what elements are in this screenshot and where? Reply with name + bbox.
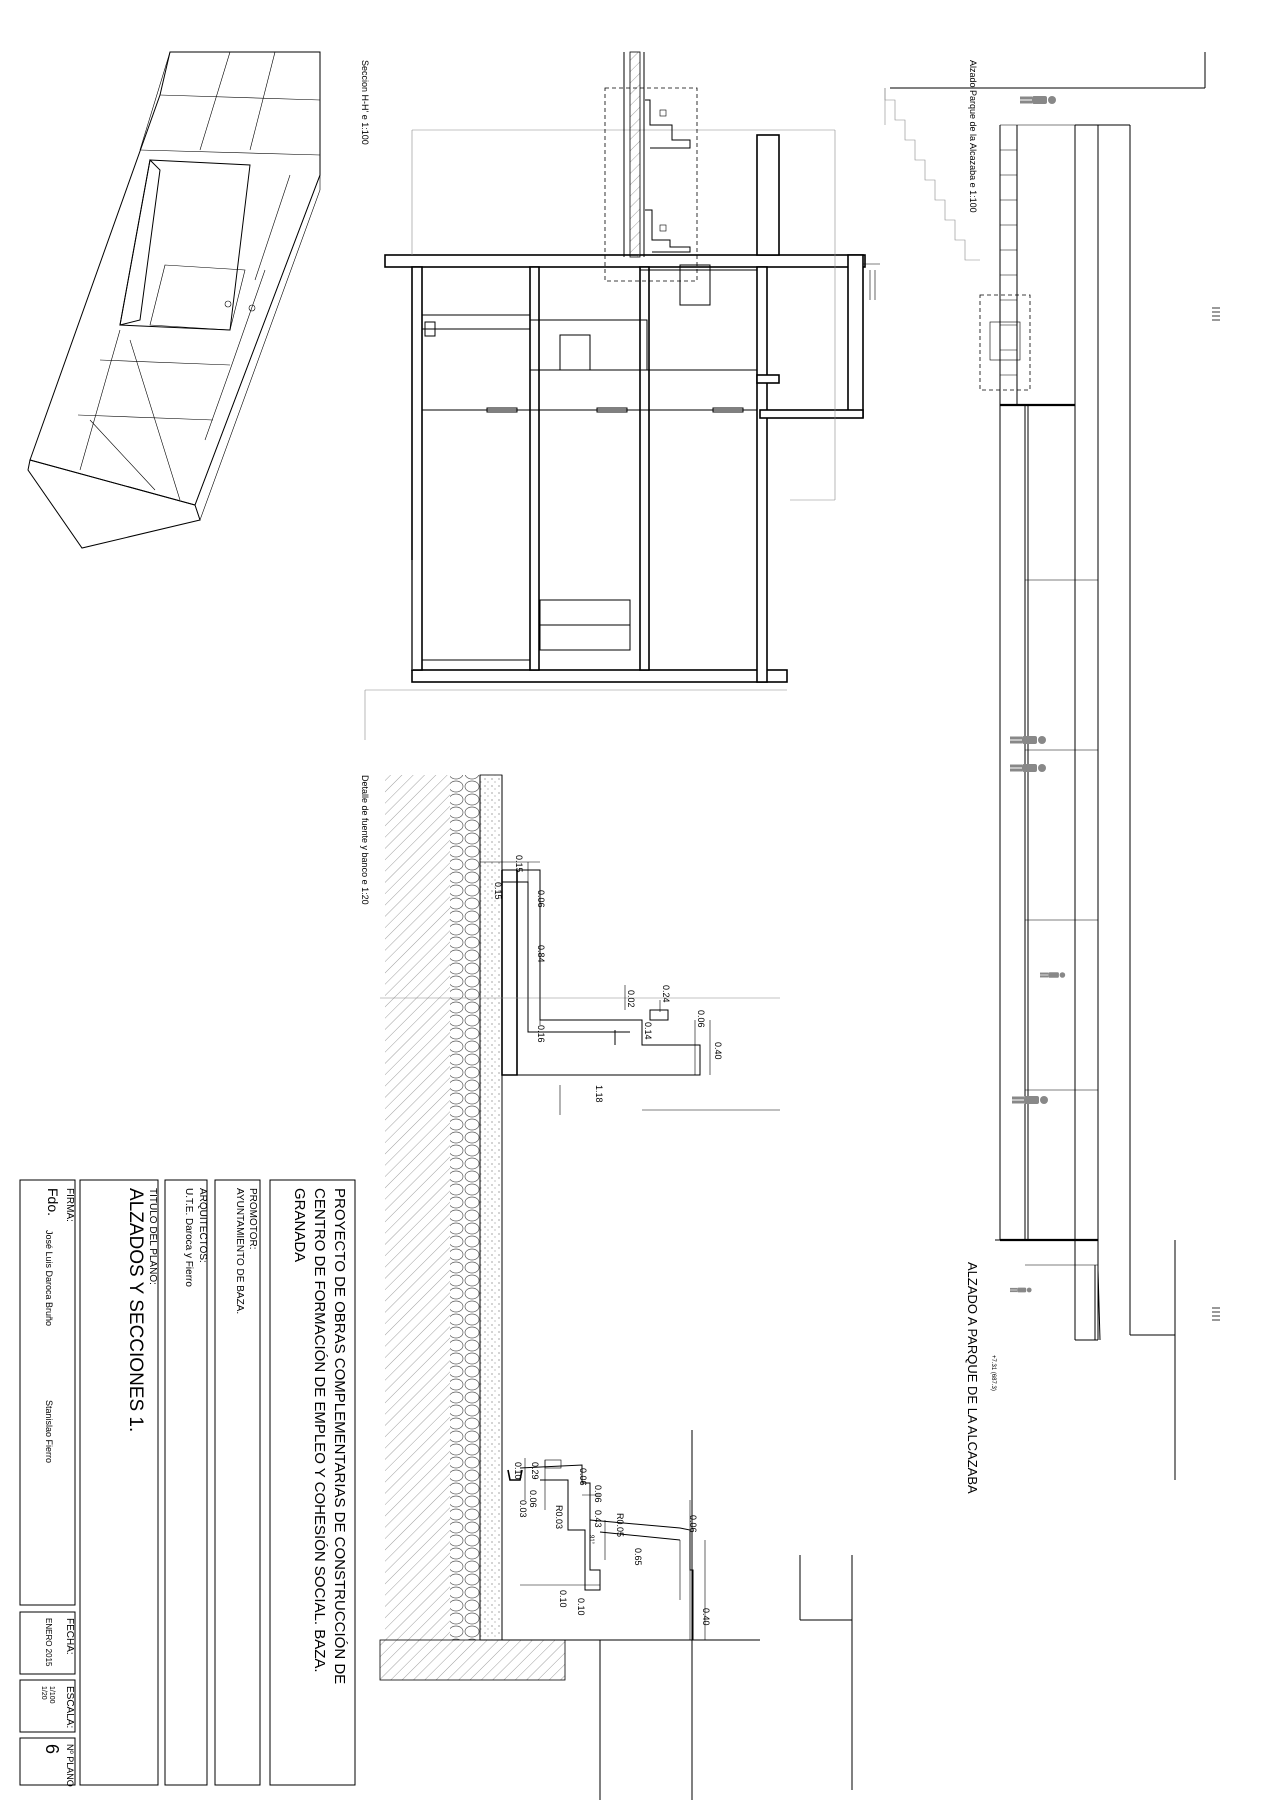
section-label: Seccion H-H' e 1:100	[360, 60, 370, 145]
section-roof-slab	[385, 255, 865, 267]
fountain-callout-box	[980, 295, 1030, 390]
firmante-2: Stanislao Fierro	[44, 1400, 54, 1464]
arquitectos-label: ARQUITECTOS:	[197, 1188, 208, 1263]
dim-label: 0.06	[593, 1485, 603, 1503]
dim-label: 0.29	[530, 1462, 540, 1480]
title-block	[0, 0, 355, 1787]
fecha-label: FECHA:	[64, 1618, 75, 1655]
project-title-line-3: GRANADA	[291, 1188, 308, 1263]
section-h-h	[360, 52, 880, 740]
dim-label: 0.14	[643, 1022, 653, 1040]
fecha-value: ENERO 2015	[44, 1618, 53, 1667]
elevation-view	[885, 52, 1220, 1494]
dim-label: 1.18	[594, 1085, 604, 1103]
dim-label: 0.03	[518, 1500, 528, 1518]
person-figures	[1010, 96, 1065, 1292]
arquitectos-value: U.T.E. Daroca y Fierro	[183, 1188, 194, 1287]
section-floor-slab	[412, 670, 787, 682]
dim-label: 0.65	[633, 1548, 643, 1566]
fountain-dimension-labels	[513, 1462, 711, 1626]
isometric-view	[28, 52, 320, 548]
dim-label: 0.10	[513, 1462, 523, 1480]
dim-label: R0.03	[554, 1505, 564, 1530]
dim-label: 0.84	[536, 945, 546, 963]
titulo-value: ALZADOS Y SECCIONES 1.	[125, 1188, 146, 1433]
gravel-layer	[450, 775, 480, 1640]
dim-label: 0.06	[696, 1010, 706, 1028]
dim-label: 0.02	[626, 990, 636, 1008]
dim-label: 0.06	[536, 890, 546, 908]
elevation-label: Alzado Parque de la Alcazaba e 1:100	[968, 60, 978, 213]
dim-label: 0.43	[593, 1510, 603, 1528]
titulo-label: TITULO DEL PLANO:	[147, 1188, 158, 1285]
dim-label: 0.10	[558, 1590, 568, 1608]
project-title-line-2: CENTRO DE FORMACIÓN DE EMPLEO Y COHESIÓN SOCIAL. BAZA.	[311, 1188, 328, 1673]
escala-value-2: 1/20	[40, 1686, 47, 1700]
dim-label: 91°	[588, 1535, 594, 1545]
escala-value-1: 1/100	[48, 1686, 55, 1704]
elevation-level: +7.31 (687.3)	[990, 1355, 996, 1391]
project-title-line-1: PROYECTO DE OBRAS COMPLEMENTARIAS DE CONSTRUCCIÓN DE	[331, 1188, 348, 1685]
plano-number: 6	[42, 1744, 62, 1755]
firma-label: FIRMA:	[64, 1188, 75, 1222]
fdo-label: Fdo.	[45, 1188, 61, 1217]
dim-label: 0.06	[688, 1515, 698, 1533]
dim-label: R0.05	[615, 1513, 625, 1538]
dim-label: 0.06	[528, 1490, 538, 1508]
dim-label: 0.15	[514, 855, 524, 873]
dim-label: 0.24	[661, 985, 671, 1003]
dim-label: 0.06	[578, 1468, 588, 1486]
earth-hatch	[385, 775, 450, 1640]
dim-label: 0.10	[576, 1598, 586, 1616]
elevation-title: ALZADO A PARQUE DE LA ALCAZABA	[965, 1262, 980, 1494]
dim-label: 0.16	[536, 1025, 546, 1043]
promotor-label: PROMOTOR:	[247, 1188, 258, 1250]
plano-label: Nº PLANO	[65, 1744, 75, 1787]
firmante-1: José Luis Daroca Bruño	[44, 1230, 54, 1327]
dim-label: 0.40	[701, 1608, 711, 1626]
detail-view	[360, 775, 852, 1800]
concrete-slab	[480, 775, 502, 1640]
escala-label: ESCALA:	[64, 1686, 75, 1729]
detail-label: Detalle de fuente y banco e 1:20	[360, 775, 370, 905]
paving-base	[380, 1640, 565, 1680]
dim-label: 0.40	[713, 1042, 723, 1060]
dim-label: 0.15	[493, 882, 503, 900]
promotor-value: AYUNTAMIENTO DE BAZA.	[234, 1188, 245, 1315]
